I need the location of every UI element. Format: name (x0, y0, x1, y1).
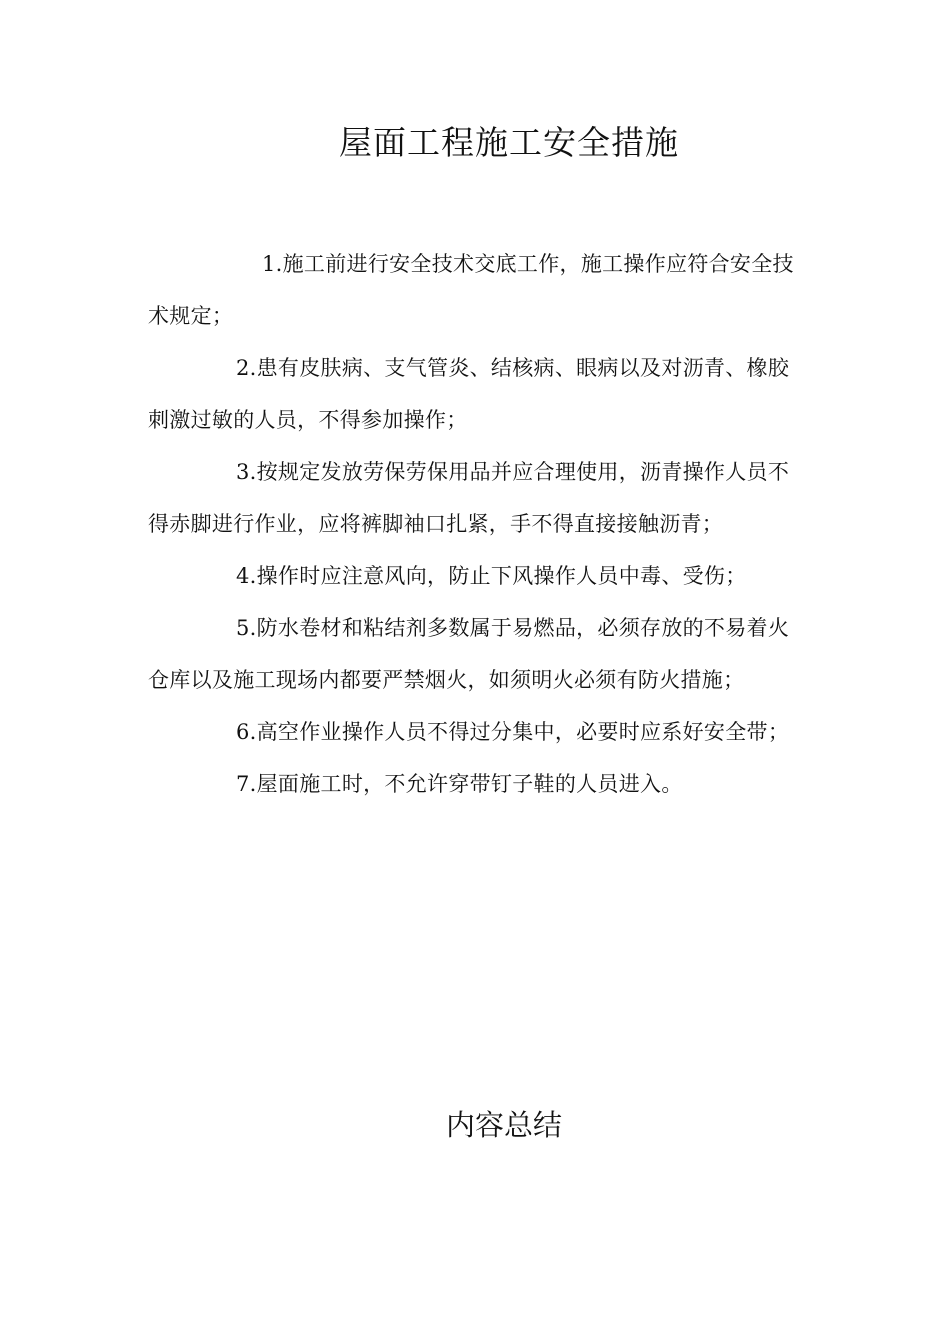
paragraph-4: 4.操作时应注意风向，防止下风操作人员中毒、受伤； (236, 564, 747, 588)
paragraph-3: 3.按规定发放劳保劳保用品并应合理使用，沥青操作人员不得赤脚进行作业，应将裤脚袖口扎紧，手不得直接接触沥青； (148, 460, 790, 536)
paragraph-2: 2.患有皮肤病、支气管炎、结核病、眼病以及对沥青、橡胶刺激过敏的人员，不得参加操作； (148, 356, 790, 432)
document-title: 屋面工程施工安全措施 (339, 123, 679, 162)
document-body (148, 238, 798, 810)
paragraph-5: 5.防水卷材和粘结剂多数属于易燃品，必须存放的不易着火仓库以及施工现场内都要严禁烟火，如须明火必须有防火措施； (148, 616, 790, 692)
paragraph-1: 1.施工前进行安全技术交底工作，施工操作应符合安全技术规定； (148, 252, 794, 328)
paragraph-6: 6.高空作业操作人员不得过分集中，必要时应系好安全带； (236, 720, 790, 744)
summary-heading: 内容总结 (445, 1108, 562, 1142)
paragraph-7: 7.屋面施工时，不允许穿带钉子鞋的人员进入。 (236, 772, 683, 796)
